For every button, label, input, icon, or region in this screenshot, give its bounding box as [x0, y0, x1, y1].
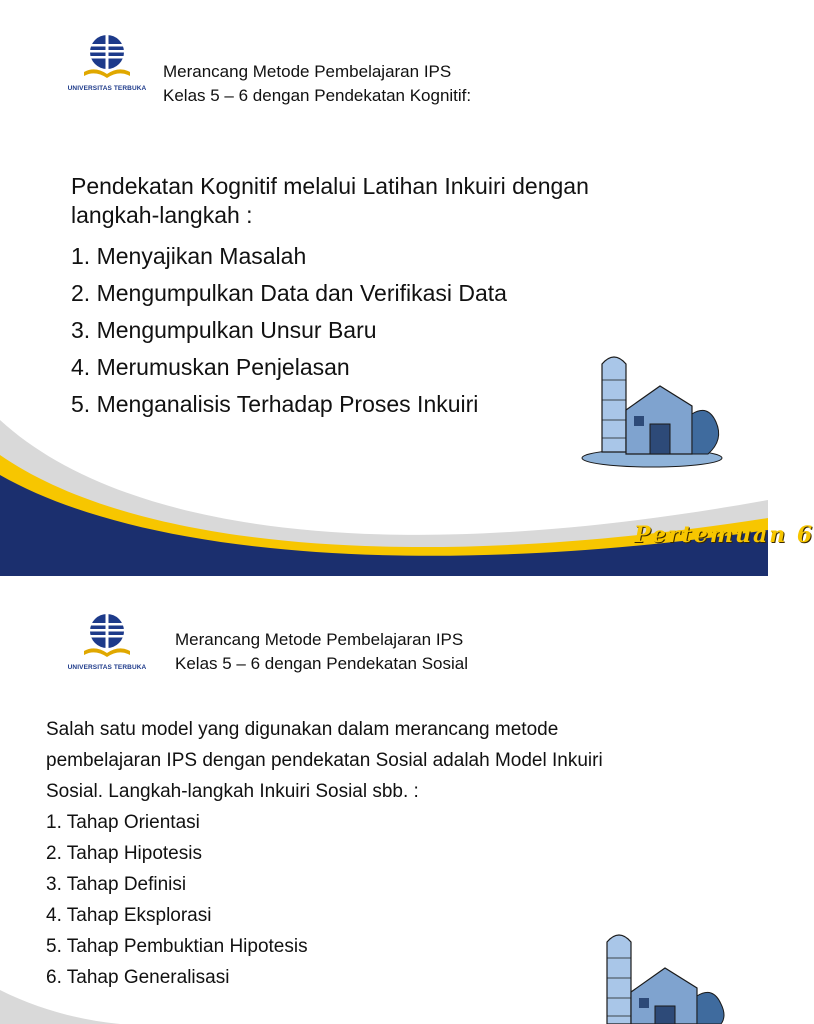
slide-body: [46, 714, 603, 993]
intro-line: Sosial. Langkah-langkah Inkuiri Sosial sbb. :: [46, 781, 419, 802]
meeting-number-label: Pertemuan 6: [634, 522, 814, 548]
header-title: Merancang Metode Pembelajaran IPS: [163, 62, 452, 81]
list-item: 4. Merumuskan Penjelasan: [71, 354, 350, 380]
list-item: 5. Menganalisis Terhadap Proses Inkuiri: [71, 391, 479, 417]
list-item: 3. Mengumpulkan Unsur Baru: [71, 317, 377, 343]
slide-2: [0, 590, 768, 1024]
logo-text: UNIVERSITAS TERBUKA: [67, 664, 147, 671]
list-item: 1. Tahap Orientasi: [46, 812, 200, 833]
logo-text: UNIVERSITAS TERBUKA: [67, 85, 147, 92]
barn-silo-illustration: [585, 928, 735, 1024]
intro-line: langkah-langkah :: [71, 202, 253, 228]
barn-silo-illustration: [580, 350, 730, 468]
intro-line: Salah satu model yang digunakan dalam merancang metode: [46, 719, 559, 740]
header-title: Merancang Metode Pembelajaran IPS: [175, 630, 464, 649]
logo-emblem-icon: [62, 30, 152, 85]
universitas-terbuka-logo: [62, 609, 152, 679]
header-subtitle: Kelas 5 – 6 dengan Pendekatan Kognitif:: [163, 86, 472, 105]
list-item: 1. Menyajikan Masalah: [71, 243, 307, 269]
list-item: 2. Tahap Hipotesis: [46, 843, 202, 864]
intro-line: pembelajaran IPS dengan pendekatan Sosial adalah Model Inkuiri: [46, 750, 603, 771]
header-subtitle: Kelas 5 – 6 dengan Pendekatan Sosial: [175, 654, 469, 673]
universitas-terbuka-logo: [62, 30, 152, 100]
slide-gap: [0, 576, 768, 590]
list-item: 4. Tahap Eksplorasi: [46, 905, 212, 926]
logo-emblem-icon: [62, 609, 152, 664]
list-item: 3. Tahap Definisi: [46, 874, 187, 895]
list-item: 5. Tahap Pembuktian Hipotesis: [46, 936, 308, 957]
list-item: 2. Mengumpulkan Data dan Verifikasi Data: [71, 280, 507, 306]
list-item: 6. Tahap Generalisasi: [46, 967, 230, 988]
intro-line: Pendekatan Kognitif melalui Latihan Inkuiri dengan: [71, 173, 589, 199]
slide-header: [163, 60, 471, 108]
slide-header: [175, 628, 468, 676]
